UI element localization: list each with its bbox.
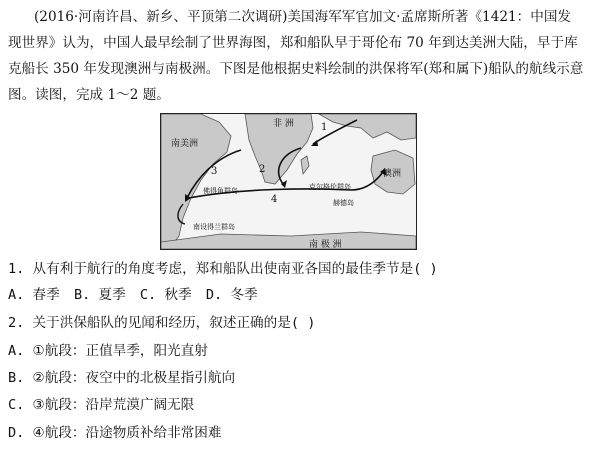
route-number-3: 3	[211, 166, 218, 177]
question-1-option-c[interactable]: C. 秋季	[139, 287, 192, 303]
route-number-4: 4	[271, 194, 278, 205]
question-2-option-a[interactable]: A. ①航段：正值旱季，阳光直射	[8, 343, 208, 359]
label-heard: 赫德岛	[333, 199, 354, 207]
route-number-2: 2	[259, 164, 266, 175]
question-1-option-d[interactable]: D. 冬季	[205, 287, 258, 303]
question-1-stem: 1. 从有利于航行的角度考虑，郑和船队出使南亚各国的最佳季节是( )	[8, 261, 438, 277]
question-2-option-c[interactable]: C. ③航段：沿岸荒漠广阔无限	[8, 397, 195, 413]
label-south-america: 南美洲	[171, 139, 199, 149]
question-1-option-b[interactable]: B. 夏季	[73, 287, 126, 303]
label-kerguelen: 克尔格伦群岛	[309, 183, 351, 191]
question-1-option-a[interactable]: A. 春季	[8, 287, 60, 303]
question-2-option-d[interactable]: D. ④航段：沿途物质补给非常困难	[8, 425, 222, 441]
label-antarctica: 南 极 洲	[309, 240, 342, 250]
label-australia: 澳洲	[383, 169, 402, 179]
label-africa: 非 洲	[273, 119, 294, 129]
label-south-shetland: 南设得兰群岛	[193, 223, 235, 231]
route-number-1: 1	[321, 122, 328, 133]
passage-text: (2016·河南许昌、新乡、平顶第二次调研)美国海军军官加文·孟席斯所著《1421：中国发现世界》认为，中国人最早绘制了世界海图，郑和船队早于哥伦布 70 年到达美洲大陆，早于库克船长 350 年发现澳洲与南极洲。下图是他根据史料绘制的洪保将军(郑和属下)船队的航线示意图。读图，完成 1～2 题。	[8, 9, 584, 103]
question-2-option-b[interactable]: B. ②航段：夜空中的北极星指引航向	[8, 370, 236, 386]
question-2-stem: 2. 关于洪保船队的见闻和经历，叙述正确的是( )	[8, 315, 316, 331]
route-map	[160, 113, 417, 250]
label-cape-verde: 佛得角群岛	[203, 187, 238, 195]
question-1-options	[8, 285, 264, 305]
